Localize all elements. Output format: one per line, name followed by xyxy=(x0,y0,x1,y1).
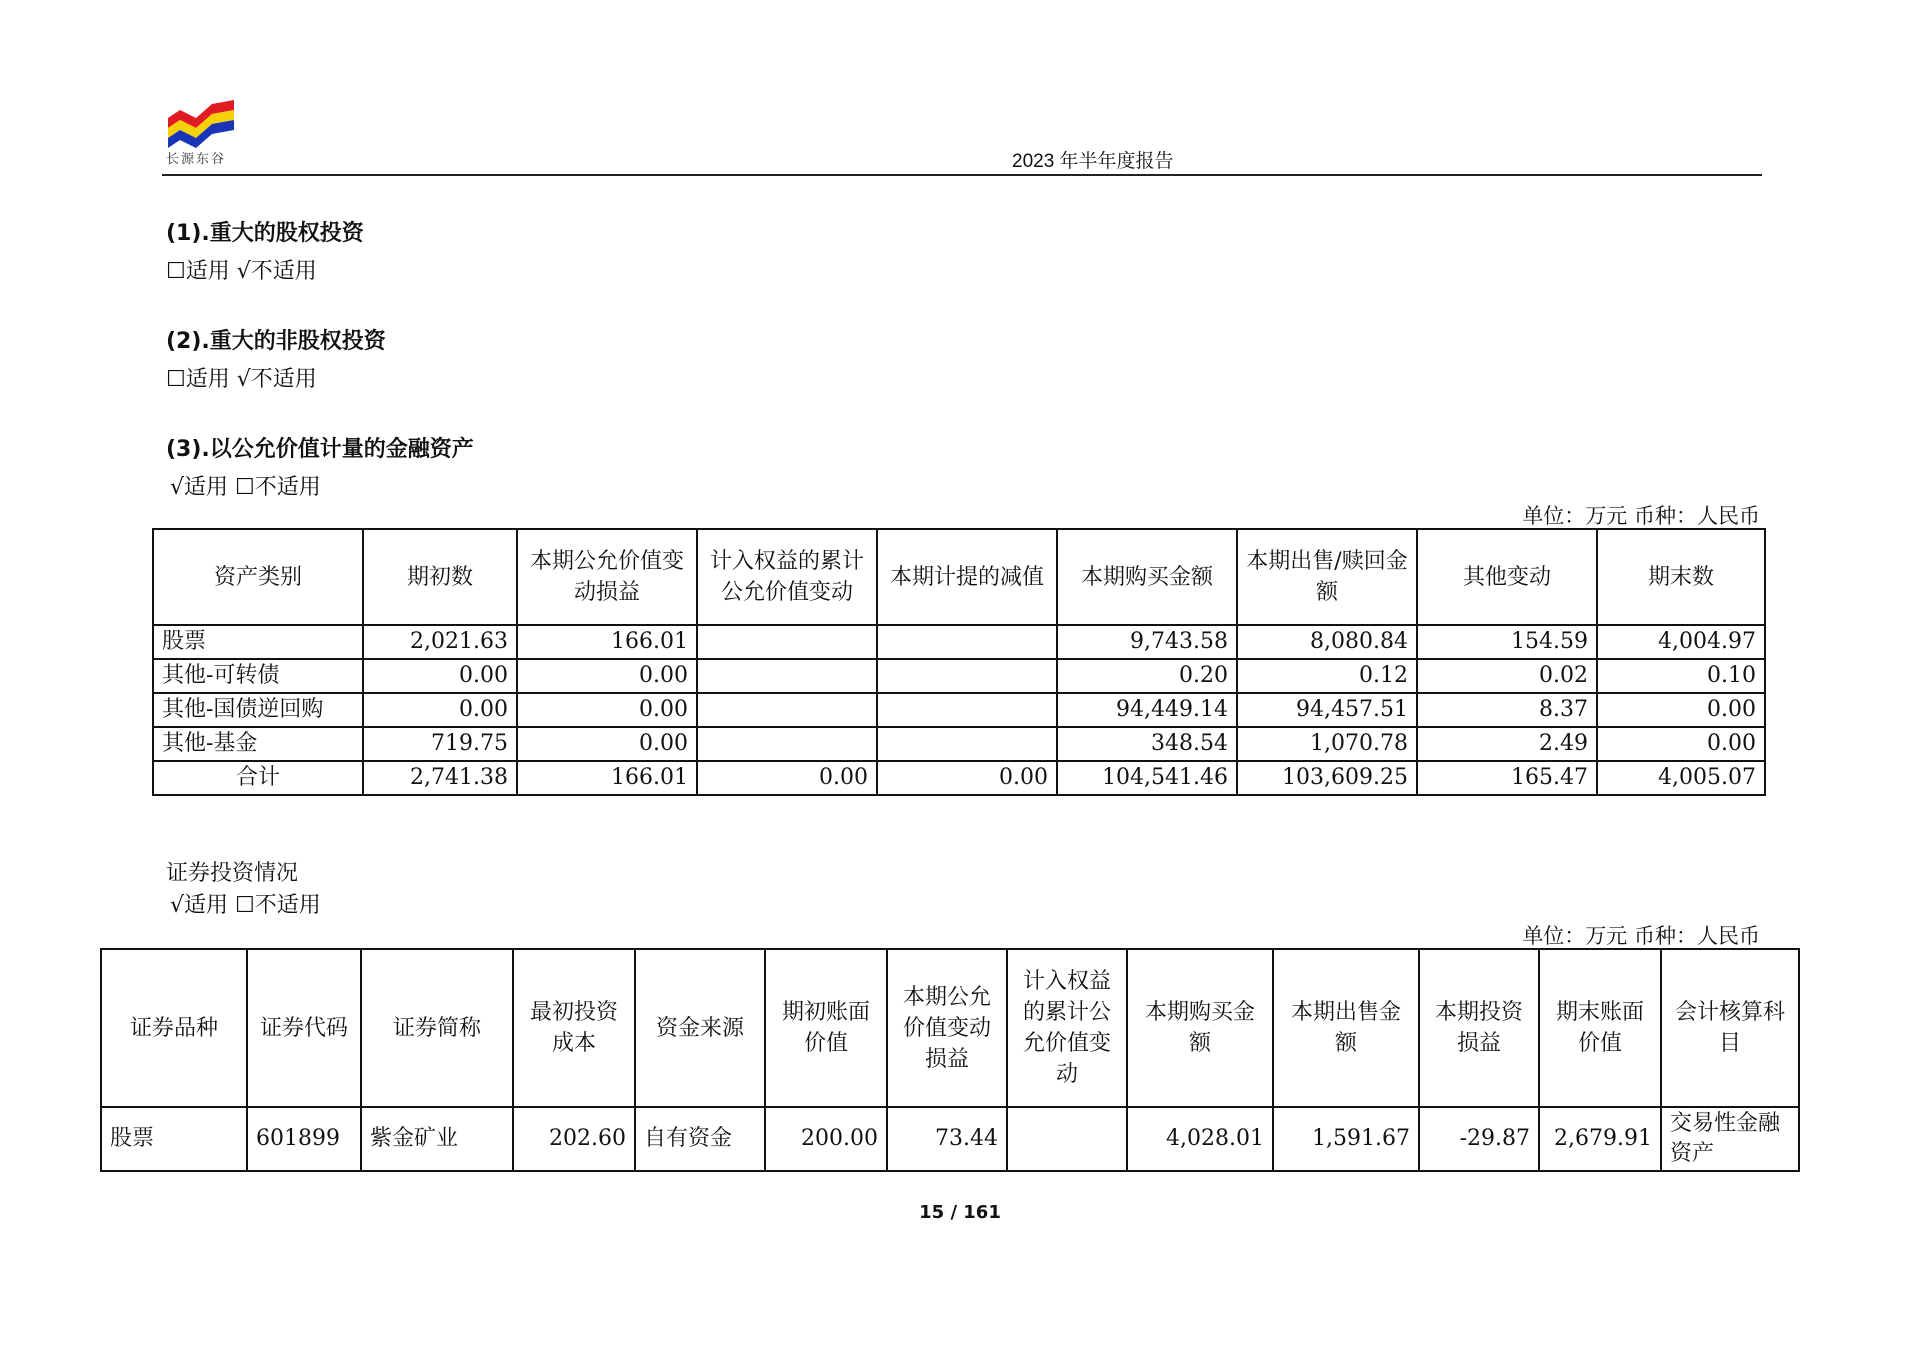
table-cell xyxy=(877,659,1057,693)
table-cell: 0.00 xyxy=(363,693,517,727)
table-cell: 0.00 xyxy=(363,659,517,693)
table-cell: 股票 xyxy=(153,625,363,659)
table-cell: 其他-国债逆回购 xyxy=(153,693,363,727)
table-cell: 1,591.67 xyxy=(1273,1107,1419,1171)
table-cell xyxy=(877,625,1057,659)
table-cell: 348.54 xyxy=(1057,727,1237,761)
table-cell: 0.10 xyxy=(1597,659,1765,693)
table-cell: -29.87 xyxy=(1419,1107,1539,1171)
table-row xyxy=(153,727,1765,761)
table-cell: 交易性金融资产 xyxy=(1661,1107,1799,1171)
report-title: 2023 年半年度报告 xyxy=(1012,151,1174,172)
table-cell: 202.60 xyxy=(513,1107,635,1171)
page-number: 15 / 161 xyxy=(919,1202,1001,1223)
table-cell: 200.00 xyxy=(765,1107,887,1171)
table-cell: 154.59 xyxy=(1417,625,1597,659)
heading-equity-investment: (1).重大的股权投资 xyxy=(166,221,364,246)
table-cell: 4,028.01 xyxy=(1127,1107,1273,1171)
table-cell: 紫金矿业 xyxy=(361,1107,513,1171)
table-cell: 其他-基金 xyxy=(153,727,363,761)
table-cell: 719.75 xyxy=(363,727,517,761)
table-row xyxy=(153,693,1765,727)
table-cell: 0.02 xyxy=(1417,659,1597,693)
table-cell: 其他-可转债 xyxy=(153,659,363,693)
table-cell: 0.20 xyxy=(1057,659,1237,693)
table-cell: 2,741.38 xyxy=(363,761,517,795)
securities-investment-table xyxy=(100,948,1800,1172)
table-header-row xyxy=(101,949,1799,1107)
column-header: 本期购买金额 xyxy=(1057,529,1237,625)
column-header: 本期公允价值变动损益 xyxy=(887,949,1007,1107)
column-header: 本期计提的减值 xyxy=(877,529,1057,625)
table-cell xyxy=(877,693,1057,727)
table-cell: 9,743.58 xyxy=(1057,625,1237,659)
column-header: 期初数 xyxy=(363,529,517,625)
table-cell: 166.01 xyxy=(517,625,697,659)
table-cell: 94,449.14 xyxy=(1057,693,1237,727)
table-cell: 合计 xyxy=(153,761,363,795)
table-row xyxy=(153,625,1765,659)
logo-text: 长源东谷 xyxy=(166,152,227,167)
header-divider xyxy=(162,174,1762,176)
column-header: 证券代码 xyxy=(247,949,361,1107)
unit-label-1: 单位：万元 币种：人民币 xyxy=(1522,504,1760,528)
heading-fair-value-assets: (3).以公允价值计量的金融资产 xyxy=(166,437,474,462)
column-header: 本期购买金额 xyxy=(1127,949,1273,1107)
options-equity-investment: ☐适用 √不适用 xyxy=(166,259,317,284)
table-cell: 0.00 xyxy=(517,693,697,727)
table-cell: 0.12 xyxy=(1237,659,1417,693)
table-cell: 1,070.78 xyxy=(1237,727,1417,761)
table-cell: 103,609.25 xyxy=(1237,761,1417,795)
table-cell: 8.37 xyxy=(1417,693,1597,727)
options-fair-value-assets: √适用 ☐不适用 xyxy=(170,475,321,500)
heading-non-equity-investment: (2).重大的非股权投资 xyxy=(166,329,386,354)
table-cell xyxy=(697,659,877,693)
column-header: 本期投资损益 xyxy=(1419,949,1539,1107)
table-cell xyxy=(697,727,877,761)
column-header: 证券简称 xyxy=(361,949,513,1107)
column-header: 会计核算科目 xyxy=(1661,949,1799,1107)
table-cell: 0.00 xyxy=(877,761,1057,795)
column-header: 资金来源 xyxy=(635,949,765,1107)
table-cell: 165.47 xyxy=(1417,761,1597,795)
table-row xyxy=(101,1107,1799,1171)
column-header: 本期公允价值变动损益 xyxy=(517,529,697,625)
column-header: 计入权益的累计公允价值变动 xyxy=(697,529,877,625)
table-cell xyxy=(1007,1107,1127,1171)
table-cell: 73.44 xyxy=(887,1107,1007,1171)
table-cell: 股票 xyxy=(101,1107,247,1171)
column-header: 本期出售/赎回金额 xyxy=(1237,529,1417,625)
table-cell xyxy=(697,693,877,727)
table-cell: 0.00 xyxy=(1597,693,1765,727)
column-header: 计入权益的累计公允价值变动 xyxy=(1007,949,1127,1107)
table-cell: 0.00 xyxy=(517,727,697,761)
table-cell: 0.00 xyxy=(697,761,877,795)
table-cell: 自有资金 xyxy=(635,1107,765,1171)
table-cell: 601899 xyxy=(247,1107,361,1171)
column-header: 最初投资成本 xyxy=(513,949,635,1107)
table-cell: 166.01 xyxy=(517,761,697,795)
table-cell xyxy=(697,625,877,659)
unit-label-2: 单位：万元 币种：人民币 xyxy=(1522,924,1760,948)
fair-value-assets-table xyxy=(152,528,1766,796)
table-cell: 4,005.07 xyxy=(1597,761,1765,795)
logo-mark-icon xyxy=(166,98,238,148)
table-cell: 8,080.84 xyxy=(1237,625,1417,659)
options-securities-investment: √适用 ☐不适用 xyxy=(170,893,321,918)
table-cell xyxy=(877,727,1057,761)
table-cell: 94,457.51 xyxy=(1237,693,1417,727)
table-cell: 2,679.91 xyxy=(1539,1107,1661,1171)
table-cell: 0.00 xyxy=(517,659,697,693)
options-non-equity-investment: ☐适用 √不适用 xyxy=(166,367,317,392)
column-header: 期初账面价值 xyxy=(765,949,887,1107)
table-cell: 0.00 xyxy=(1597,727,1765,761)
table-cell: 4,004.97 xyxy=(1597,625,1765,659)
column-header: 资产类别 xyxy=(153,529,363,625)
table-cell: 2,021.63 xyxy=(363,625,517,659)
column-header: 期末数 xyxy=(1597,529,1765,625)
heading-securities-investment: 证券投资情况 xyxy=(166,861,299,886)
table-header-row xyxy=(153,529,1765,625)
column-header: 其他变动 xyxy=(1417,529,1597,625)
column-header: 本期出售金额 xyxy=(1273,949,1419,1107)
table-row xyxy=(153,659,1765,693)
table-total-row xyxy=(153,761,1765,795)
table-cell: 104,541.46 xyxy=(1057,761,1237,795)
column-header: 证券品种 xyxy=(101,949,247,1107)
table-cell: 2.49 xyxy=(1417,727,1597,761)
column-header: 期末账面价值 xyxy=(1539,949,1661,1107)
